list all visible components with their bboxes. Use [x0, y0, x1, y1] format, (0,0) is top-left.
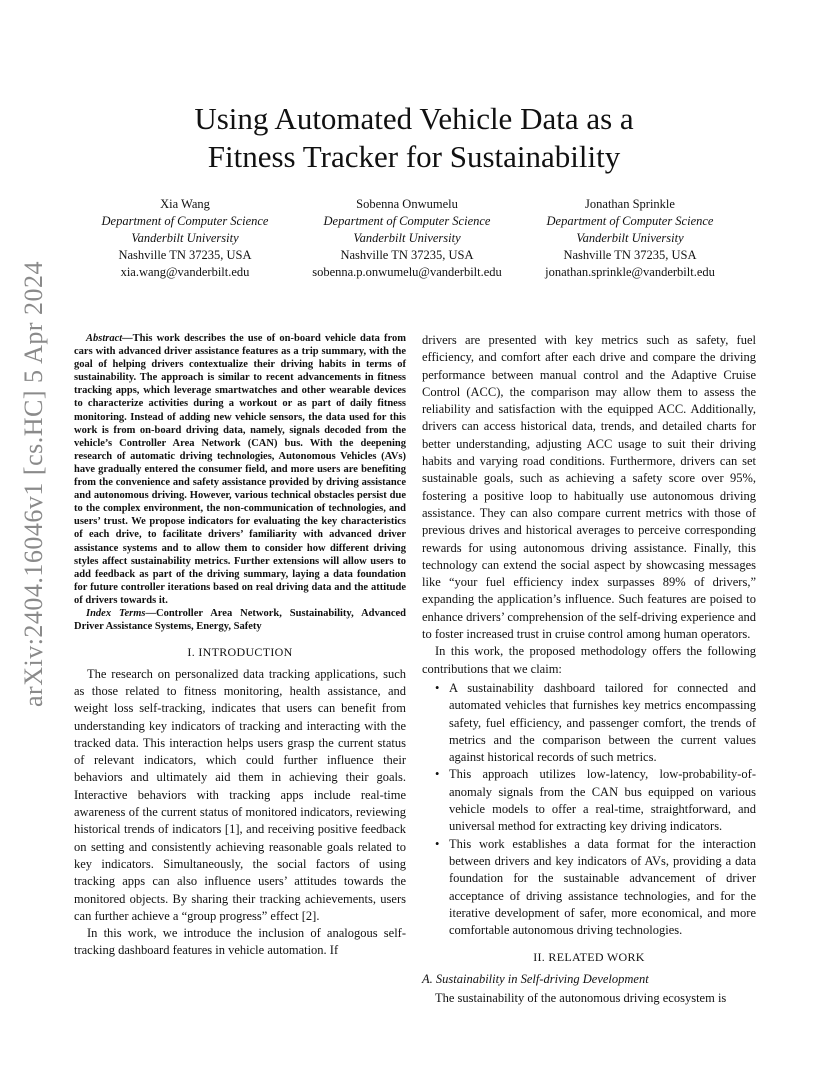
bullet-icon: • — [435, 680, 440, 695]
author-university: Vanderbilt University — [353, 231, 461, 245]
author-department: Department of Computer Science — [101, 214, 269, 228]
author-address: Nashville TN 37235, USA — [340, 248, 474, 262]
list-item — [422, 680, 756, 766]
intro-paragraph-2: In this work, we introduce the inclusion of analogous self-tracking dashboard features in vehicle automation. If — [74, 926, 406, 958]
index-terms-text: —Controller Area Network, Sustainability, Advanced Driver Assistance Systems, Energy, Safety — [74, 607, 406, 633]
index-terms — [74, 607, 406, 633]
paper-title-line-1: Using Automated Vehicle Data as a — [194, 101, 634, 136]
author-email: xia.wang@vanderbilt.edu — [120, 265, 250, 279]
author-department: Department of Computer Science — [323, 214, 491, 228]
author-3 — [515, 196, 745, 281]
right-paragraph-1: drivers are presented with key metrics such as safety, fuel efficiency, and comfort after each drive and compare the driving performance between manual control and the Adaptive Cruise Control (ACC), the comparison may allow them to assess the reliability and satisfaction with the equipped ACC. Additionally, drivers can access historical data, trends, and detailed charts for better understanding, adjusting ACC usage to suit their driving habits and varying road conditions. Furthermore, drivers can set sustainable goals, such as achieving a safety score over 95%, fostering a positive loop to habitually use autonomous driving assistance. They can also compare current metrics with those of previous drives and historical averages to perceive corresponding rewards for using autonomous driving assistance. Finally, this technology can extend the social aspect by showcasing messages like “your fuel efficiency index surpasses 89% of drivers,” expanding the application’s influence. Such features are poised to enhance drivers’ comprehension of the self-driving experience and to foster increased trust in cruise control among human operators. — [422, 333, 756, 642]
section-heading-introduction: I. INTRODUCTION — [187, 644, 293, 659]
contributions-list — [422, 680, 756, 939]
paper-title — [0, 100, 828, 176]
right-paragraph-2: In this work, the proposed methodology offers the following contributions that we claim: — [422, 644, 756, 676]
subsection-heading: A. Sustainability in Self-driving Development — [422, 972, 649, 987]
bullet-icon: • — [435, 767, 440, 782]
list-item — [422, 836, 756, 940]
right-column — [422, 332, 756, 1008]
list-item-text: This work establishes a data format for the interaction between drivers and key indicators of AVs, providing a data foundation for the sustainable advancement of driver acceptance of driving assistance technologies, and for the iterative development of safer, more economical, and more comfortable autonomous driving technologies. — [449, 836, 756, 938]
intro-paragraph-1: The research on personalized data tracking applications, such as those related to fitness monitoring, health assistance, and weight loss self-tracking, indicates that users can benefit from understanding key indicators of tracking and interacting with the tracked data. This interaction helps users grasp the current status of relevant indicators, which could further influence their behaviors and ultimately aid them in achieving their goals. Interactive behaviors with tracking apps include real-time awareness of the current status of monitored indicators, reviewing historical trends of indicators [1], and receiving positive feedback on setting and consistently achieving reasonable goals related to key indicators. Simultaneously, the social factors of using tracking apps can also influence users’ attitudes towards the monitored objects. By sharing their tracking achievements, users can further achieve a “group progress” effect [2]. — [74, 666, 406, 923]
author-name: Sobenna Onwumelu — [356, 197, 458, 211]
author-2 — [292, 196, 522, 281]
section-heading-related-work: II. RELATED WORK — [533, 950, 645, 965]
bullet-icon: • — [435, 836, 440, 851]
abstract — [74, 332, 406, 607]
author-university: Vanderbilt University — [576, 231, 684, 245]
author-1 — [70, 196, 300, 281]
author-name: Xia Wang — [160, 197, 210, 211]
right-paragraph-3: The sustainability of the autonomous driving ecosystem is — [435, 991, 727, 1006]
abstract-label: Abstract — [86, 333, 123, 344]
left-column — [74, 332, 406, 960]
author-name: Jonathan Sprinkle — [585, 197, 675, 211]
author-email: sobenna.p.onwumelu@vanderbilt.edu — [312, 265, 502, 279]
arxiv-identifier-stamp — [6, 260, 62, 708]
list-item — [422, 766, 756, 835]
paper-title-line-2: Fitness Tracker for Sustainability — [207, 139, 621, 174]
author-email: jonathan.sprinkle@vanderbilt.edu — [545, 265, 715, 279]
author-university: Vanderbilt University — [131, 231, 239, 245]
list-item-text: A sustainability dashboard tailored for connected and automated vehicles that furnishes key metrics encompassing safety, fuel efficiency, and passenger comfort, the trends of metrics and the comparison between the current values against historical records of such metrics. — [449, 680, 756, 765]
author-address: Nashville TN 37235, USA — [118, 248, 252, 262]
arxiv-identifier-text: arXiv:2404.16046v1 [cs.HC] 5 Apr 2024 — [19, 260, 49, 708]
abstract-text: —This work describes the use of on-board vehicle data from cars with advanced driver assistance features as a trip summary, with the goal of helping drivers contextualize their driving habits in terms of sustainability. The approach is similar to recent advancements in fitness tracking apps, which leverage smartwatches and other wearable devices to characterize activities during a workout or as part of daily fitness monitoring. Instead of adding new vehicle sensors, the data used for this work is from on-board driving data, namely, signals decoded from the vehicle’s Controller Area Network (CAN) bus. With the deepening research of automatic driving technologies, Autonomous Vehicles (AVs) have gradually entered the consumer field, and more users are benefiting from the convenience and safety assistance provided by driving assistance and autonomous driving. However, various technical obstacles persist due to the complex environment, the non-communication of technologies, and users’ trust. We propose indicators for evaluating the key characteristics of each drive, to facilitate drivers’ familiarity with advanced driver assistance systems and to allow them to consider how different driving styles affect sustainability metrics. Further extensions will allow users to add feedback as part of the driving summary, laying a data foundation for future controller iterations based on real driving data and the attitude of drivers towards it. — [74, 333, 406, 606]
author-block — [70, 196, 770, 286]
list-item-text: This approach utilizes low-latency, low-probability-of-anomaly signals from the CAN bus equipped on various vehicle models to offer a real-time, straightforward, and universal method for extracting key driving indicators. — [449, 767, 756, 834]
author-address: Nashville TN 37235, USA — [563, 248, 697, 262]
index-terms-label: Index Terms — [86, 607, 146, 619]
author-department: Department of Computer Science — [546, 214, 714, 228]
